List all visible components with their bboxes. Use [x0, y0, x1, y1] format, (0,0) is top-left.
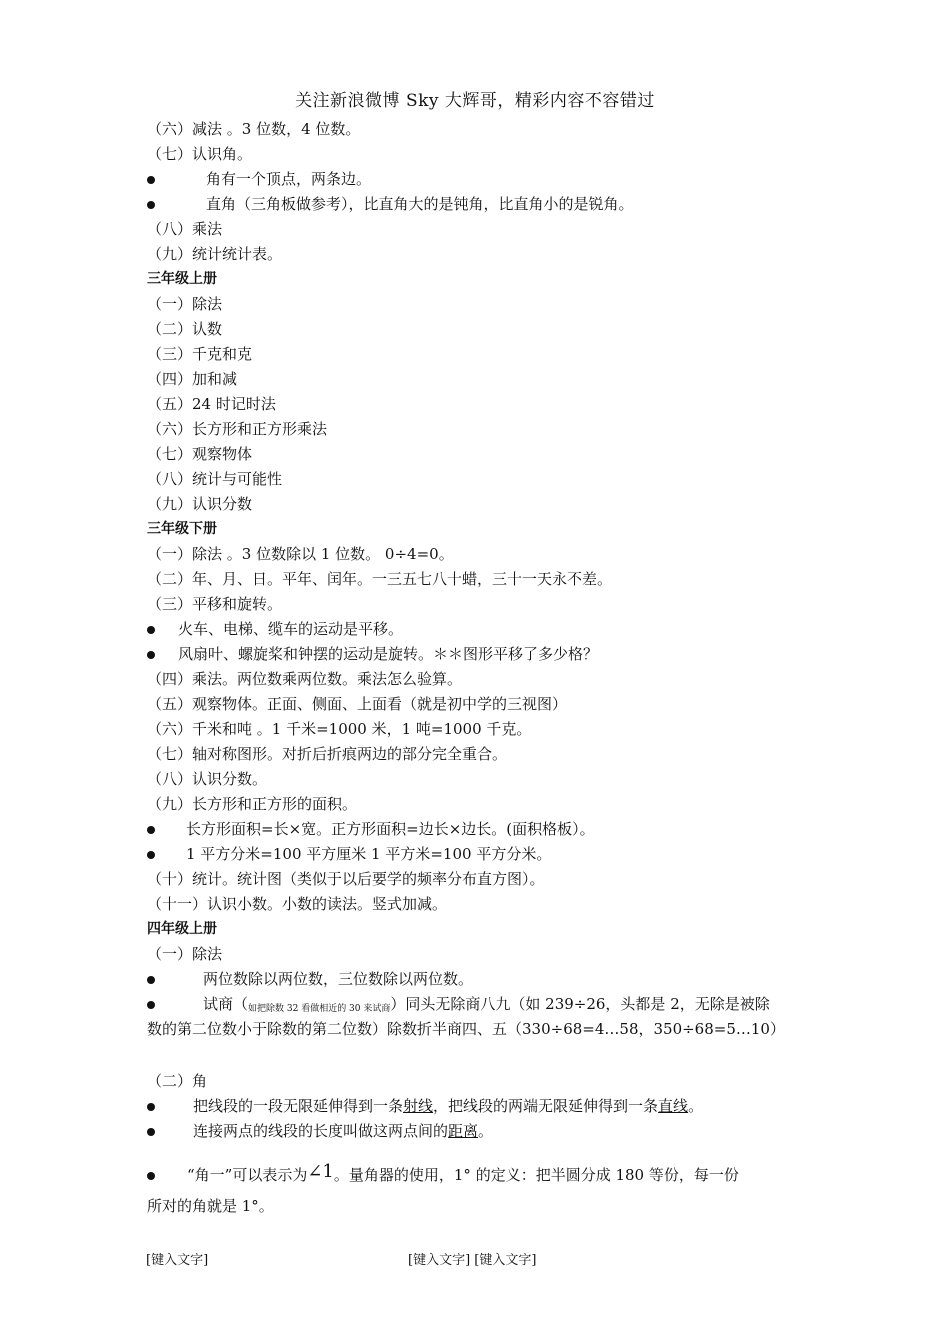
text-line: （一）除法 [147, 945, 223, 963]
bullet-item [147, 642, 812, 667]
bullet-text: 直角（三角板做参考），比直角大的是钝角，比直角小的是锐角。 [206, 195, 634, 213]
bullet-icon [147, 1172, 155, 1180]
bullet-icon [147, 651, 155, 659]
bullet-icon [147, 851, 155, 859]
underlined-term: 距离 [448, 1122, 479, 1140]
document-body [147, 117, 812, 1219]
text-line: （二）认数 [147, 320, 223, 338]
bullet-icon [147, 1128, 155, 1136]
footer-center-placeholder: [键入文字] [键入文字] [408, 1253, 537, 1268]
text-line: 数的第二位数小于除数的第二位数）除数折半商四、五（330÷68=4…58，350÷68=5…10） [147, 1020, 785, 1038]
bullet-text: 1 平方分米=100 平方厘米 1 平方米=100 平方分米。 [186, 845, 552, 863]
bullet-icon [147, 1103, 155, 1111]
text-line: （四）乘法。两位数乘两位数。乘法怎么验算。 [147, 670, 463, 688]
text-line: （八）乘法 [147, 220, 223, 238]
text-line: （一）除法 [147, 295, 223, 313]
bullet-item [147, 842, 812, 867]
text-line: （五）观察物体。正面、侧面、上面看（就是初中学的三视图） [147, 695, 568, 713]
text-line: （五）24 时记时法 [147, 395, 276, 413]
bullet-text: 两位数除以两位数，三位数除以两位数。 [203, 970, 474, 988]
bullet-item [147, 817, 812, 842]
text-line: （二）角 [147, 1072, 208, 1090]
text-line: 所对的角就是 1°。 [147, 1197, 274, 1215]
text-line: （二）年、月、日。平年、闰年。一三五七八十蜡，三十一天永不差。 [147, 570, 613, 588]
section-heading: 三年级下册 [147, 521, 217, 537]
bullet-item [147, 167, 812, 192]
text-line: （八）认识分数。 [147, 770, 268, 788]
text-line: （九）长方形和正方形的面积。 [147, 795, 358, 813]
bullet-text: “角一”可以表示为 [187, 1166, 308, 1184]
footnote-small-text: 如把除数 32 看做相近的 30 来试商 [248, 1004, 391, 1014]
bullet-item [147, 617, 812, 642]
bullet-icon [147, 626, 155, 634]
text-line: （十一）认识小数。小数的读法。竖式加减。 [147, 895, 448, 913]
text-line: （八）统计与可能性 [147, 470, 283, 488]
text-line: （十）统计。统计图（类似于以后要学的频率分布直方图）。 [147, 870, 545, 888]
bullet-icon [147, 976, 155, 984]
bullet-text: 把线段的一段无限延伸得到一条 [193, 1097, 404, 1115]
text-line: （七）轴对称图形。对折后折痕两边的部分完全重合。 [147, 745, 508, 763]
bullet-text: 风扇叶、螺旋桨和钟摆的运动是旋转。＊＊图形平移了多少格？ [178, 645, 599, 663]
bullet-item [147, 1119, 812, 1144]
bullet-icon [147, 826, 155, 834]
bullet-item [147, 1159, 812, 1184]
text-line: （六）千米和吨 。1 千米=1000 米，1 吨=1000 千克。 [147, 720, 532, 738]
bullet-icon [147, 1001, 155, 1009]
text-line: （六）减法 。3 位数，4 位数。 [147, 120, 361, 138]
text-line: （三）千克和克 [147, 345, 253, 363]
text-line: （七）认识角。 [147, 145, 253, 163]
bullet-text: 试商（ [203, 995, 249, 1013]
spacer [147, 1184, 812, 1194]
section-heading: 四年级上册 [147, 921, 217, 937]
angle-symbol: ∠1 [307, 1161, 334, 1182]
bullet-text: 。 [688, 1097, 704, 1115]
bullet-icon [147, 201, 155, 209]
text-line: （一）除法 。3 位数除以 1 位数。 0÷4=0。 [147, 545, 454, 563]
page-header: 关注新浪微博 Sky 大辉哥，精彩内容不容错过 [295, 91, 655, 111]
text-line: （七）观察物体 [147, 445, 253, 463]
bullet-item [147, 967, 812, 992]
bullet-text: 连接两点的线段的长度叫做这两点间的 [193, 1122, 449, 1140]
text-line: （六）长方形和正方形乘法 [147, 420, 328, 438]
spacer [147, 1042, 812, 1069]
bullet-item [147, 192, 812, 217]
text-line: （九）统计统计表。 [147, 245, 283, 263]
text-line: （三）平移和旋转。 [147, 595, 283, 613]
text-line: （九）认识分数 [147, 495, 253, 513]
bullet-text: 角有一个顶点，两条边。 [206, 170, 372, 188]
text-line: （四）加和减 [147, 370, 238, 388]
underlined-term: 直线 [658, 1097, 689, 1115]
bullet-item [147, 1094, 812, 1119]
spacer [147, 1144, 812, 1159]
bullet-icon [147, 176, 155, 184]
section-heading: 三年级上册 [147, 271, 217, 287]
bullet-text: ）同头无除商八九（如 239÷26，头都是 2，无除是被除 [390, 995, 770, 1013]
bullet-text: 。量角器的使用，1° 的定义：把半圆分成 180 等份，每一份 [333, 1166, 739, 1184]
bullet-text: 。 [478, 1122, 494, 1140]
underlined-term: 射线 [403, 1097, 434, 1115]
bullet-text: 火车、电梯、缆车的运动是平移。 [178, 620, 404, 638]
bullet-text: ，把线段的两端无限延伸得到一条 [433, 1097, 659, 1115]
bullet-text: 长方形面积=长×宽。正方形面积=边长×边长。(面积格板）。 [186, 820, 595, 838]
footer-left-placeholder: [键入文字] [146, 1253, 209, 1268]
bullet-item [147, 992, 812, 1017]
